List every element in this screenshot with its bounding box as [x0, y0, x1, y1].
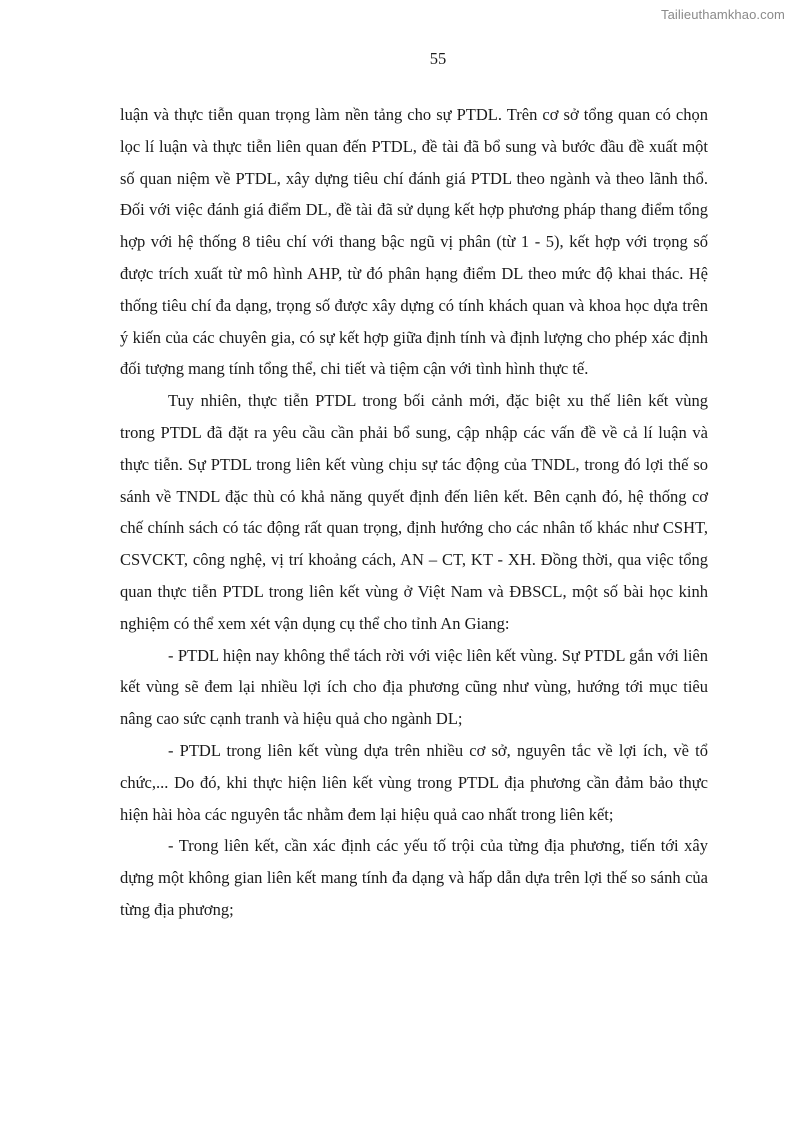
list-item: - Trong liên kết, cần xác định các yếu tố trội của từng địa phương, tiến tới xây dựng một không gian liên kết mang tính đa dạng và hấp dẫn dựa trên lợi thế so sánh của từng địa phương;	[120, 836, 708, 919]
page-number: 55	[429, 49, 447, 68]
paragraph: Tuy nhiên, thực tiễn PTDL trong bối cảnh mới, đặc biệt xu thế liên kết vùng trong PTDL đã đặt ra yêu cầu cần phải bổ sung, cập nhập các vấn đề về cả lí luận và thực tiễn. Sự PTDL trong liên kết vùng chịu sự tác động của TNDL, trong đó lợi thế so sánh về TNDL đặc thù có khả năng quyết định đến liên kết. Bên cạnh đó, hệ thống cơ chế chính sách có tác động rất quan trọng, định hướng cho các nhân tố khác như CSHT, CSVCKT, công nghệ, vị trí khoảng cách, AN – CT, KT - XH. Đồng thời, qua việc tổng quan thực tiễn PTDL trong liên kết vùng ở Việt Nam và ĐBSCL, một số bài học kinh nghiệm có thể xem xét vận dụng cụ thể cho tỉnh An Giang:	[120, 391, 708, 633]
list-item: - PTDL hiện nay không thể tách rời với việc liên kết vùng. Sự PTDL gắn với liên kết vùng sẽ đem lại nhiều lợi ích cho địa phương cũng như vùng, hướng tới mục tiêu nâng cao sức cạnh tranh và hiệu quả cho ngành DL;	[120, 645, 708, 729]
document-body	[120, 99, 708, 926]
watermark: Tailieuthamkhao.com	[660, 7, 785, 22]
paragraph-continuation: luận và thực tiễn quan trọng làm nền tảng cho sự PTDL. Trên cơ sở tổng quan có chọn lọc lí luận và thực tiễn liên quan đến PTDL, đề tài đã bổ sung và bước đầu đề xuất một số quan niệm về PTDL, xây dựng tiêu chí đánh giá PTDL theo ngành và theo lãnh thổ. Đối với việc đánh giá điểm DL, đề tài đã sử dụng kết hợp phương pháp thang điểm tổng hợp với hệ thống 8 tiêu chí với thang bậc ngũ vị phân (từ 1 - 5), kết hợp với trọng số được trích xuất từ mô hình AHP, từ đó phân hạng điểm DL theo mức độ khai thác. Hệ thống tiêu chí đa dạng, trọng số được xây dựng có tính khách quan và khoa học dựa trên ý kiến của các chuyên gia, có sự kết hợp giữa định tính và định lượng cho phép xác định đối tượng mang tính tổng thể, chi tiết và tiệm cận với tình hình thực tế.	[120, 105, 708, 379]
list-item: - PTDL trong liên kết vùng dựa trên nhiều cơ sở, nguyên tắc về lợi ích, về tổ chức,... Do đó, khi thực hiện liên kết vùng trong PTDL địa phương cần đảm bảo thực hiện hài hòa các nguyên tắc nhằm đem lại hiệu quả cao nhất trong liên kết;	[120, 740, 708, 824]
